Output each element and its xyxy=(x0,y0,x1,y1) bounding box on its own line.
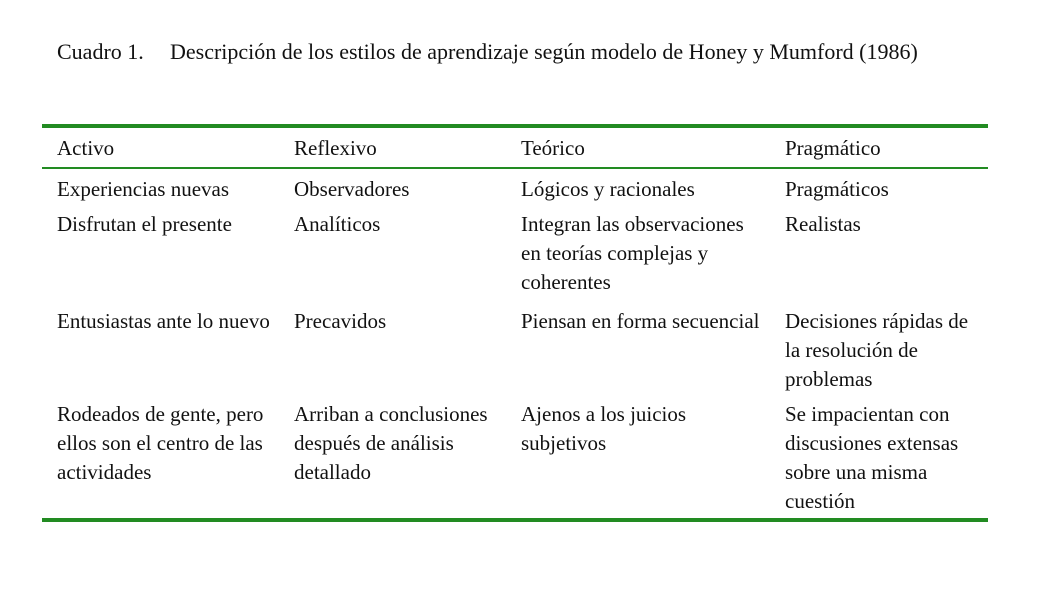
table-cell: Decisiones rápidas de la resolución de problemas xyxy=(785,309,969,391)
table-cell: Rodeados de gente, pero ellos son el centro de las actividades xyxy=(57,402,264,484)
table-cell: Observadores xyxy=(294,177,410,201)
table-cell: Piensan en forma secuencial xyxy=(521,309,760,333)
styles-table-body xyxy=(42,169,988,518)
table-cell: Entusiastas ante lo nuevo xyxy=(57,309,270,333)
learning-styles-table xyxy=(42,124,988,522)
header-row xyxy=(42,128,988,167)
header-activo: Activo xyxy=(57,136,115,160)
caption-text: Descripción de los estilos de aprendizaje según modelo de Honey y Mumford (1986) xyxy=(170,39,918,64)
table-cell: Se impacientan con discusiones extensas sobre una misma cuestión xyxy=(785,402,959,513)
table-row xyxy=(42,400,988,518)
table-cell: Analíticos xyxy=(294,212,381,236)
table-cell: Precavidos xyxy=(294,309,387,333)
table-cell: Disfrutan el presente xyxy=(57,212,232,236)
header-reflexivo: Reflexivo xyxy=(294,136,377,160)
styles-table xyxy=(42,128,988,167)
header-teorico: Teórico xyxy=(521,136,585,160)
table-cell: Pragmáticos xyxy=(785,177,889,201)
table-cell: Realistas xyxy=(785,212,861,236)
table-cell: Arriban a conclusiones después de análisis detallado xyxy=(294,402,488,484)
table-cell: Integran las observaciones en teorías complejas y coherentes xyxy=(521,212,744,294)
header-pragmatico: Pragmático xyxy=(785,136,881,160)
table-bottom-rule xyxy=(42,518,988,522)
table-cell: Experiencias nuevas xyxy=(57,177,230,201)
table-row xyxy=(42,210,988,307)
caption-label: Cuadro 1. xyxy=(57,39,144,64)
table-row xyxy=(42,169,988,210)
table-row xyxy=(42,307,988,400)
table-caption xyxy=(57,38,993,66)
table-cell: Ajenos a los juicios subjetivos xyxy=(521,402,687,455)
table-cell: Lógicos y racionales xyxy=(521,177,695,201)
